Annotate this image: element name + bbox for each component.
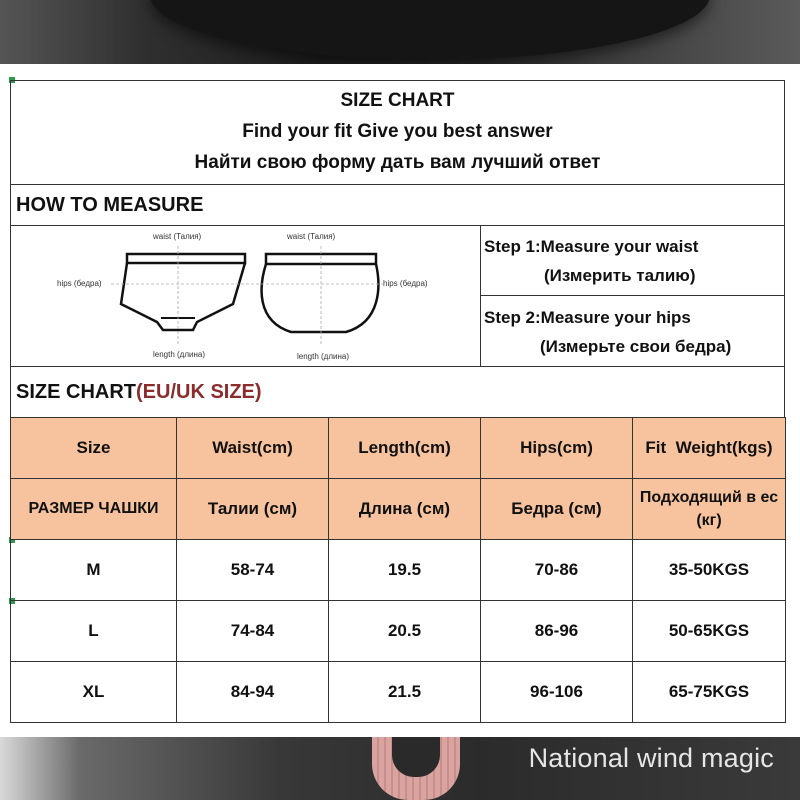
column-header: Hips(cm): [481, 418, 633, 479]
hips-cell: 70-86: [481, 540, 633, 601]
size-cell: M: [11, 540, 177, 601]
waist-cell: 84-94: [177, 662, 329, 723]
waist-cell: 58-74: [177, 540, 329, 601]
column-header: Length(cm): [329, 418, 481, 479]
column-header: РАЗМЕР ЧАШКИ: [11, 479, 177, 540]
hips-label-right: hips (бедра): [383, 279, 428, 288]
hips-cell: 96-106: [481, 662, 633, 723]
fabric-shape: [150, 0, 710, 60]
column-header: Талии (см): [177, 479, 329, 540]
length-label-right: length (длина): [297, 352, 350, 361]
step-1-text: Step 1:Measure your waist: [484, 237, 699, 256]
length-cell: 19.5: [329, 540, 481, 601]
subtitle-ru: Найти свою форму дать вам лучший ответ: [194, 152, 601, 173]
weight-cell: 50-65KGS: [633, 601, 786, 662]
length-cell: 20.5: [329, 601, 481, 662]
table-row: [11, 540, 786, 601]
column-header: Waist(cm): [177, 418, 329, 479]
column-header: Длина (см): [329, 479, 481, 540]
waist-cell: 74-84: [177, 601, 329, 662]
brief-diagram-right: [261, 246, 383, 344]
header-row-ru: [11, 479, 786, 540]
size-chart-title: SIZE CHART(EU/UK SIZE): [16, 381, 262, 403]
brand-watermark: National wind magic: [528, 743, 774, 773]
length-label-left: length (длина): [153, 350, 206, 359]
step-1-text-ru: (Измерить талию): [544, 266, 696, 285]
size-cell: L: [11, 601, 177, 662]
chart-title: SIZE CHART: [340, 90, 455, 111]
step-2-text-ru: (Измерьте свои бедра): [540, 337, 732, 356]
hips-label-left: hips (бедра): [57, 279, 102, 288]
subtitle-en: Find your fit Give you best answer: [242, 121, 553, 142]
hips-cell: 86-96: [481, 601, 633, 662]
background-photo-top: [0, 0, 800, 64]
measure-diagram: [11, 226, 480, 366]
weight-cell: 35-50KGS: [633, 540, 786, 601]
column-header: Size: [11, 418, 177, 479]
step-2-text: Step 2:Measure your hips: [484, 308, 691, 327]
size-system-label: (EU/UK SIZE): [136, 381, 262, 403]
table-row: [11, 662, 786, 723]
how-to-measure-title: HOW TO MEASURE: [16, 194, 204, 216]
length-cell: 21.5: [329, 662, 481, 723]
brief-diagram-left: [111, 246, 261, 344]
table-row: [11, 601, 786, 662]
column-header: Подходящий в ес (кг): [633, 479, 786, 540]
header-row-en: [11, 418, 786, 479]
waist-label-right: waist (Талия): [287, 232, 336, 241]
weight-cell: 65-75KGS: [633, 662, 786, 723]
waist-label-left: waist (Талия): [153, 232, 202, 241]
size-table: [10, 417, 785, 723]
column-header: Бедра (см): [481, 479, 633, 540]
size-cell: XL: [11, 662, 177, 723]
column-header: Fit Weight(kgs): [633, 418, 786, 479]
